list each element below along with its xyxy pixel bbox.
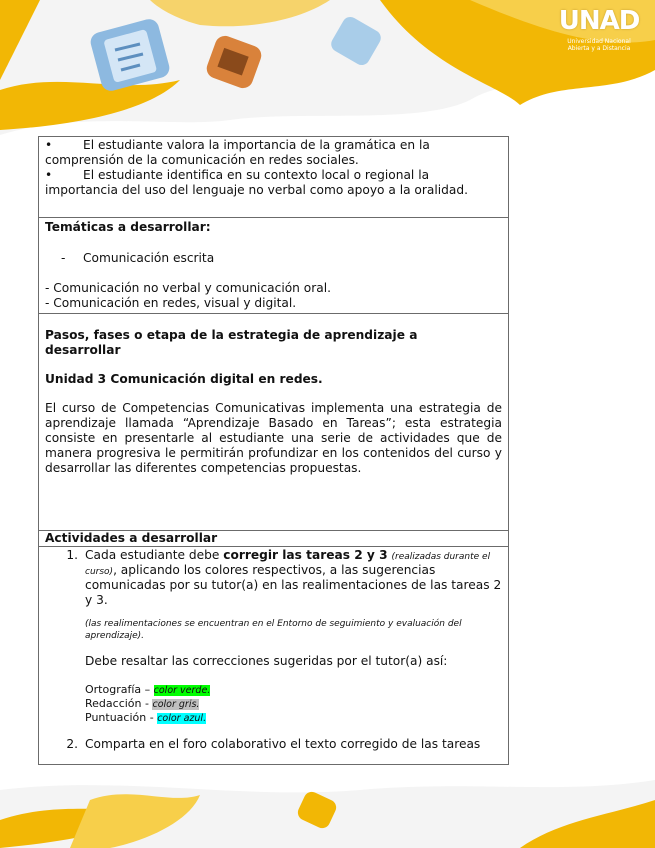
- logo-line-1: Universidad Nacional: [567, 38, 631, 45]
- logo-line-2: Abierta y a Distancia: [567, 45, 631, 52]
- tematica-line: - Comunicación no verbal y comunicación oral.: [45, 281, 331, 295]
- logo-word: UNAD: [558, 6, 640, 36]
- dash-marker: -: [61, 251, 66, 265]
- color-redaccion: Redacción - color gris.: [85, 697, 200, 710]
- pasos-title: Pasos, fases o etapa de la estrategia de aprendizaje a desarrollar: [45, 328, 418, 357]
- activities-list: [45, 548, 502, 752]
- tematica-dash-item: - Comunicación escrita: [61, 251, 215, 265]
- activity-item: 1. Cada estudiante debe corregir las tareas 2 y 3 (realizadas durante el curso), aplicando los colores respectivos, a las sugerencias comunicadas por su tutor(a) en las realimentaciones de las tareas 2 y 3. (las realimentaciones se encuentran en el Entorno de seguimiento y evaluación del aprendizaje). Debe resaltar las correcciones sugeridas por el tutor(a) así: Ortografía – color verde. Redacción - color gris. Puntuación - color azul.: [45, 548, 502, 725]
- competencia-item: • El estudiante identifica en su contexto local o regional la importancia del uso del lenguaje no verbal como apoyo a la oralidad.: [45, 168, 468, 197]
- guide-table: [38, 136, 509, 765]
- activity-number: 2.: [66, 737, 78, 751]
- activity-item: 2. Comparta en el foro colaborativo el texto corregido de las tareas: [45, 737, 502, 752]
- unad-logo: [553, 4, 645, 64]
- unit-title: Unidad 3 Comunicación digital en redes.: [45, 372, 323, 386]
- color-puntuacion: Puntuación - color azul.: [85, 711, 207, 724]
- color-legend: [85, 683, 502, 725]
- activity-bold: corregir las tareas 2 y 3: [223, 548, 388, 562]
- activity-italic-note: (realizadas durante el curso): [85, 552, 491, 577]
- realimentaciones-note: (las realimentaciones se encuentran en el Entorno de seguimiento y evaluación del aprendizaje).: [85, 619, 462, 641]
- bullet-icon: •: [45, 168, 53, 182]
- activity-number: 1.: [66, 548, 78, 562]
- tematicas-cell: [39, 217, 508, 313]
- strategy-paragraph: El curso de Competencias Comunicativas implementa una estrategia de aprendizaje llamada “Aprendizaje Basado en Tareas”; esta estrategia consiste en presentarle al estudiante una serie de actividades que de manera progresiva le permitirán profundizar en los contenidos del curso y desarrollar las diferentes competencias propuestas.: [45, 401, 502, 475]
- actividades-header-cell: [39, 530, 508, 546]
- highlight-instruction: Debe resaltar las correcciones sugeridas por el tutor(a) así:: [85, 654, 448, 668]
- competencia-item: • El estudiante valora la importancia de la gramática en la comprensión de la comunicación en redes sociales.: [45, 138, 430, 167]
- competencias-cell: [39, 138, 508, 217]
- actividades-title: Actividades a desarrollar: [45, 531, 218, 545]
- tematica-line: - Comunicación en redes, visual y digital.: [45, 296, 297, 310]
- color-ortografia: Ortografía – color verde.: [85, 683, 211, 696]
- bullet-icon: •: [45, 138, 53, 152]
- pasos-cell: [39, 313, 508, 530]
- footer-decoration: [0, 760, 655, 848]
- tematicas-title: Temáticas a desarrollar:: [45, 220, 211, 234]
- actividades-body-cell: [39, 546, 508, 764]
